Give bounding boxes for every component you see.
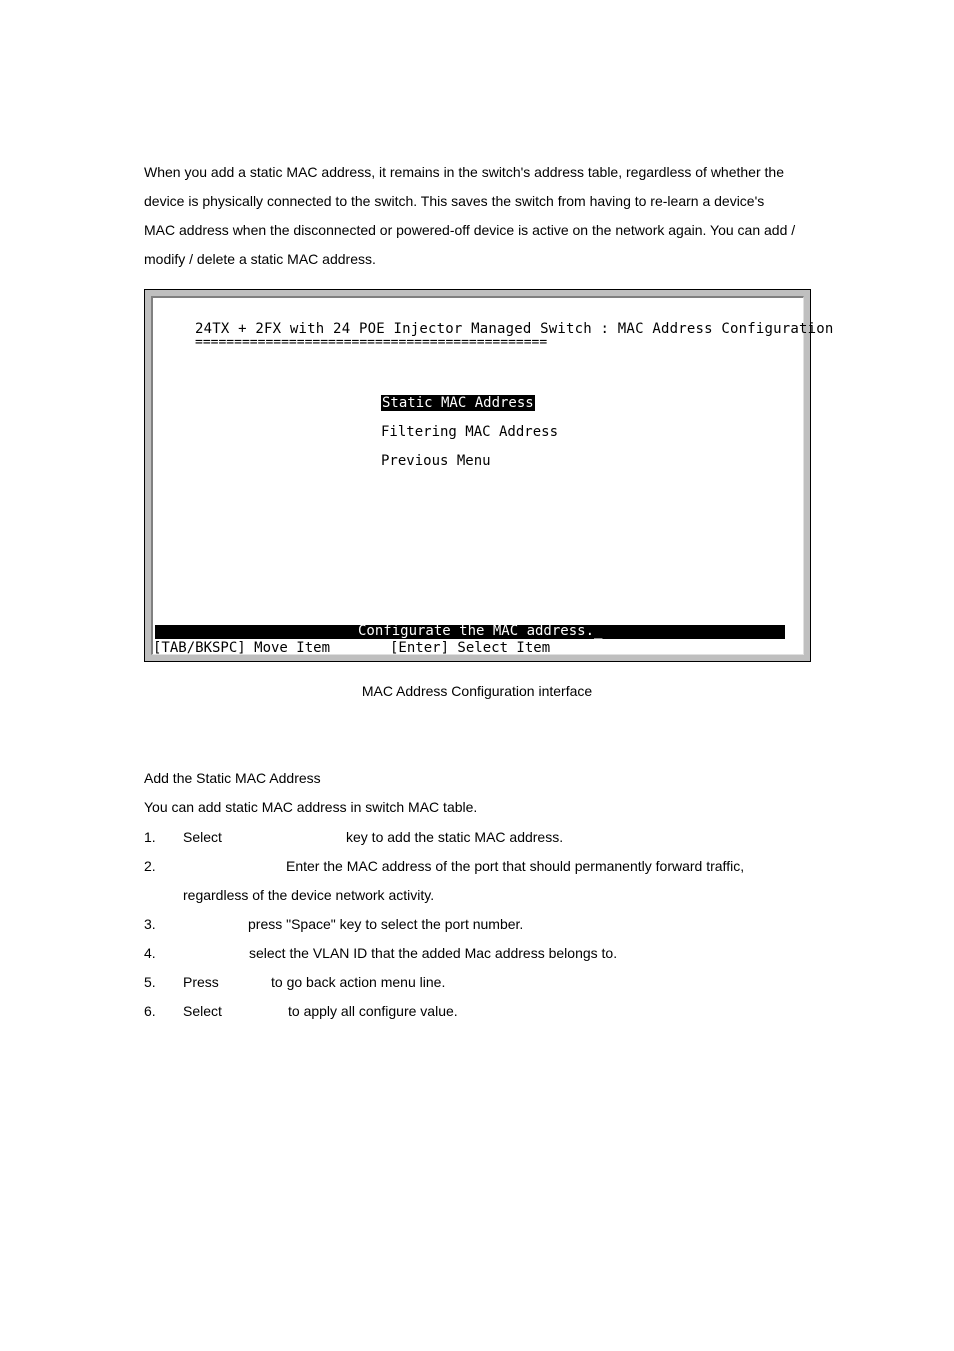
step-number: 4. — [144, 945, 156, 961]
section-heading: Add the Static MAC Address — [144, 770, 321, 786]
step-number: 2. — [144, 858, 156, 874]
intro-line: modify / delete a static MAC address. — [144, 251, 376, 267]
intro-paragraph — [144, 158, 824, 274]
step-number: 1. — [144, 829, 156, 845]
step-text: Press — [183, 974, 219, 990]
intro-line: device is physically connected to the switch. This saves the switch from having to re-learn a device's — [144, 193, 765, 209]
step-text: to apply all configure value. — [288, 1003, 458, 1019]
step-text: Select — [183, 1003, 222, 1019]
terminal-title: 24TX + 2FX with 24 POE Injector Managed Switch : MAC Address Configuration — [195, 321, 834, 337]
step-text: to go back action menu line. — [271, 974, 446, 990]
step-text: Select — [183, 829, 222, 845]
step-number: 5. — [144, 974, 156, 990]
step-number: 6. — [144, 1003, 156, 1019]
step-text: select the VLAN ID that the added Mac address belongs to. — [249, 945, 618, 961]
menu-item-filtering-mac-address[interactable]: Filtering MAC Address — [381, 424, 559, 440]
menu-item-previous-menu[interactable]: Previous Menu — [381, 453, 491, 469]
step-text: key to add the static MAC address. — [346, 829, 564, 845]
terminal-screen — [151, 296, 834, 656]
section-intro: You can add static MAC address in switch MAC table. — [144, 799, 478, 815]
terminal-title-underline: ============================================= — [195, 335, 548, 350]
terminal-screenshot — [144, 289, 834, 662]
status-message: Configurate the MAC address._ — [358, 623, 603, 639]
intro-line: When you add a static MAC address, it remains in the switch's address table, regardless of whether the — [144, 164, 784, 180]
step-text: Enter the MAC address of the port that should permanently forward traffic, — [286, 858, 745, 874]
help-select-item: [Enter] Select Item — [390, 640, 551, 656]
intro-line: MAC address when the disconnected or powered-off device is active on the network again. You can add / — [144, 222, 796, 238]
step-text: regardless of the device network activity. — [183, 887, 435, 903]
help-move-item: [TAB/BKSPC] Move Item — [153, 640, 331, 656]
menu-item-static-mac-address[interactable]: Static MAC Address — [382, 395, 534, 411]
step-number: 3. — [144, 916, 156, 932]
step-text: press "Space" key to select the port number. — [248, 916, 524, 932]
figure-caption: MAC Address Configuration interface — [361, 683, 593, 699]
status-bar — [155, 625, 785, 639]
